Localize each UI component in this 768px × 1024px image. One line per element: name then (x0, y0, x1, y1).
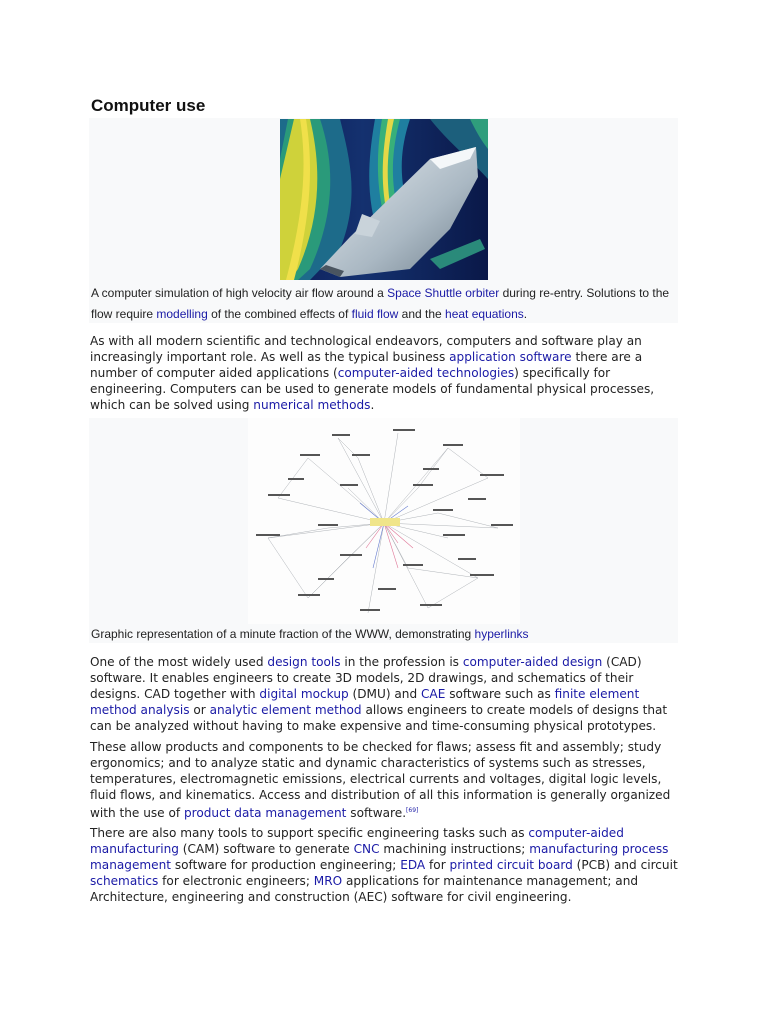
figure-space-shuttle (89, 118, 678, 323)
caption-text: during re-entry. Solutions to the flow require (91, 286, 670, 321)
citation-reference[interactable]: [69] (406, 807, 419, 814)
caption-text: . (523, 307, 528, 321)
caption-text: Graphic representation of a minute fraction of the WWW, demonstrating (91, 627, 475, 641)
link-computer-aided-manufacturing[interactable]: computer-aided manufacturing (90, 826, 624, 856)
www-hyperlink-graph-image[interactable] (248, 418, 520, 624)
link-schematics[interactable]: schematics (90, 874, 159, 888)
paragraph-text: in the profession is (340, 655, 463, 669)
paragraph-4 (90, 825, 678, 905)
link-fluid-flow[interactable]: fluid flow (351, 307, 399, 321)
paragraph-text: for electronic engineers; (158, 874, 314, 888)
link-finite-element-method-analysis[interactable]: finite element method analysis (90, 687, 640, 717)
paragraph-text: software for production engineering; (171, 858, 401, 872)
link-printed-circuit-board[interactable]: printed circuit board (449, 858, 573, 872)
link-product-data-management[interactable]: product data management (183, 806, 347, 821)
paragraph-text: machining instructions; (379, 842, 530, 856)
paragraph-text: There are also many tools to support specific engineering tasks such as (90, 826, 529, 840)
space-shuttle-simulation-image[interactable] (280, 119, 488, 280)
paragraph-1 (90, 333, 678, 413)
figure1-caption (91, 283, 676, 325)
paragraph-text: . (370, 398, 375, 412)
paragraph-text: (DMU) and (348, 687, 421, 701)
paragraph-text: ) specifically for engineering. Computers can be used to generate models of fundamental physical processes, which can be solved using (90, 366, 655, 412)
figure-www-graph (89, 418, 678, 643)
link-computer-aided-design[interactable]: computer-aided design (462, 655, 603, 669)
link-eda[interactable]: EDA (400, 858, 426, 872)
paragraph-text: (PCB) and circuit (572, 858, 678, 872)
paragraph-text: One of the most widely used (90, 655, 268, 669)
caption-text: of the combined effects of (207, 307, 352, 321)
paragraph-text: software. (346, 806, 407, 821)
paragraph-text: there are a number of computer aided applications ( (90, 350, 643, 380)
paragraph-text: software such as (445, 687, 555, 701)
paragraph-text: or (189, 703, 210, 717)
paragraph-text: for (425, 858, 450, 872)
caption-text: and the (398, 307, 446, 321)
paragraph-text: allows engineers to create models of designs that can be analyzed without having to make expensive and time-consuming physical prototypes. (90, 703, 668, 733)
link-digital-mockup[interactable]: digital mockup (259, 687, 349, 701)
link-application-software[interactable]: application software (449, 350, 572, 364)
figure2-caption (91, 626, 676, 642)
paragraph-2 (90, 654, 678, 734)
link-computer-aided-technologies[interactable]: computer-aided technologies (337, 366, 515, 380)
link-cnc[interactable]: CNC (353, 842, 380, 856)
link-modelling[interactable]: modelling (156, 307, 208, 321)
paragraph-text: As with all modern scientific and technological endeavors, computers and software play an increasingly important role. As well as the typical business (90, 334, 642, 364)
link-cae[interactable]: CAE (420, 687, 446, 701)
paragraph-3 (90, 739, 678, 821)
link-design-tools[interactable]: design tools (267, 655, 341, 669)
link-space-shuttle-orbiter[interactable]: Space Shuttle orbiter (387, 286, 500, 300)
paragraph-text: These allow products and components to be checked for flaws; assess fit and assembly; study ergonomics; and to analyze static and dynamic characteristics of systems such as stresses, temperatures, electromagnetic emissions, electrical currents and voltages, digital logic levels, fluid flows, and kinematics. Access and distribution of all this information is generally organized with the use of (90, 740, 671, 821)
link-analytic-element-method[interactable]: analytic element method (209, 703, 362, 717)
link-manufacturing-process-management[interactable]: manufacturing process management (90, 842, 669, 872)
link-hyperlinks[interactable]: hyperlinks (474, 627, 529, 641)
link-numerical-methods[interactable]: numerical methods (253, 398, 371, 412)
caption-text: A computer simulation of high velocity air flow around a (91, 286, 388, 300)
paragraph-text: (CAM) software to generate (178, 842, 354, 856)
paragraph-text: applications for maintenance management; and Architecture, engineering and construction (AEC) software for civil engineering. (90, 874, 639, 904)
link-mro[interactable]: MRO (313, 874, 343, 888)
link-heat-equations[interactable]: heat equations (445, 307, 524, 321)
paragraph-text: (CAD) software. It enables engineers to create 3D models, 2D drawings, and schematics of their designs. CAD together with (90, 655, 642, 701)
section-heading: Computer use (91, 96, 206, 115)
